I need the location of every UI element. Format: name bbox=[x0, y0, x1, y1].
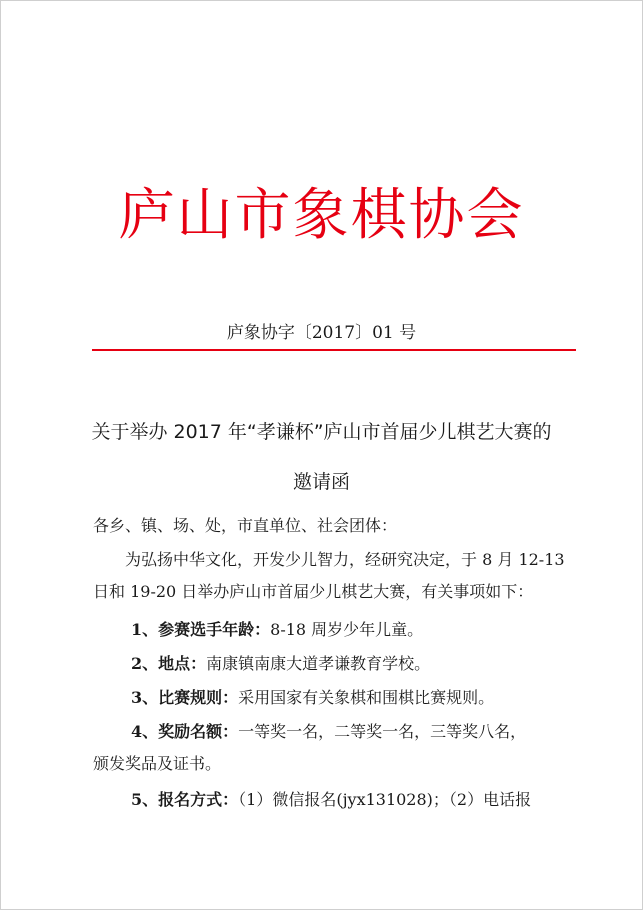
list-item bbox=[131, 784, 531, 816]
document-title-line-2: 邀请函 bbox=[292, 471, 350, 493]
item-text: 一等奖一名，二等奖一名，三等奖八名， bbox=[238, 722, 527, 741]
item-label: 1、参赛选手年龄： bbox=[131, 620, 271, 639]
item-label: 5、报名方式： bbox=[131, 790, 239, 809]
item-text: 南康镇南康大道孝谦教育学校。 bbox=[206, 654, 431, 673]
red-divider-line bbox=[92, 349, 576, 351]
organization-header: 庐山市象棋协会 bbox=[118, 183, 525, 248]
item-text: （1）微信报名(jyx131028)；（2）电话报 bbox=[238, 790, 532, 809]
item-label: 2、地点： bbox=[131, 654, 207, 673]
item-label: 4、奖励名额： bbox=[131, 722, 239, 741]
intro-line-1: 为弘扬中华文化，开发少儿智力，经研究决定，于 8 月 12-13 bbox=[125, 550, 565, 569]
item-text: 采用国家有关象棋和围棋比赛规则。 bbox=[238, 688, 495, 707]
salutation: 各乡、镇、场、处，市直单位、社会团体： bbox=[93, 516, 398, 535]
list-item bbox=[131, 614, 423, 646]
list-item bbox=[131, 648, 430, 680]
list-item bbox=[131, 682, 494, 714]
document-number: 庐象协字〔2017〕01 号 bbox=[226, 323, 417, 343]
item-continuation: 颁发奖品及证书。 bbox=[93, 754, 222, 773]
list-item bbox=[131, 716, 526, 748]
document-title-line-1: 关于举办 2017 年“孝谦杯”庐山市首届少儿棋艺大赛的 bbox=[91, 421, 552, 443]
intro-line-2: 日和 19-20 日举办庐山市首届少儿棋艺大赛，有关事项如下： bbox=[93, 582, 534, 601]
item-text: 8-18 周岁少年儿童。 bbox=[270, 620, 424, 639]
document-body bbox=[93, 510, 563, 830]
item-label: 3、比赛规则： bbox=[131, 688, 239, 707]
